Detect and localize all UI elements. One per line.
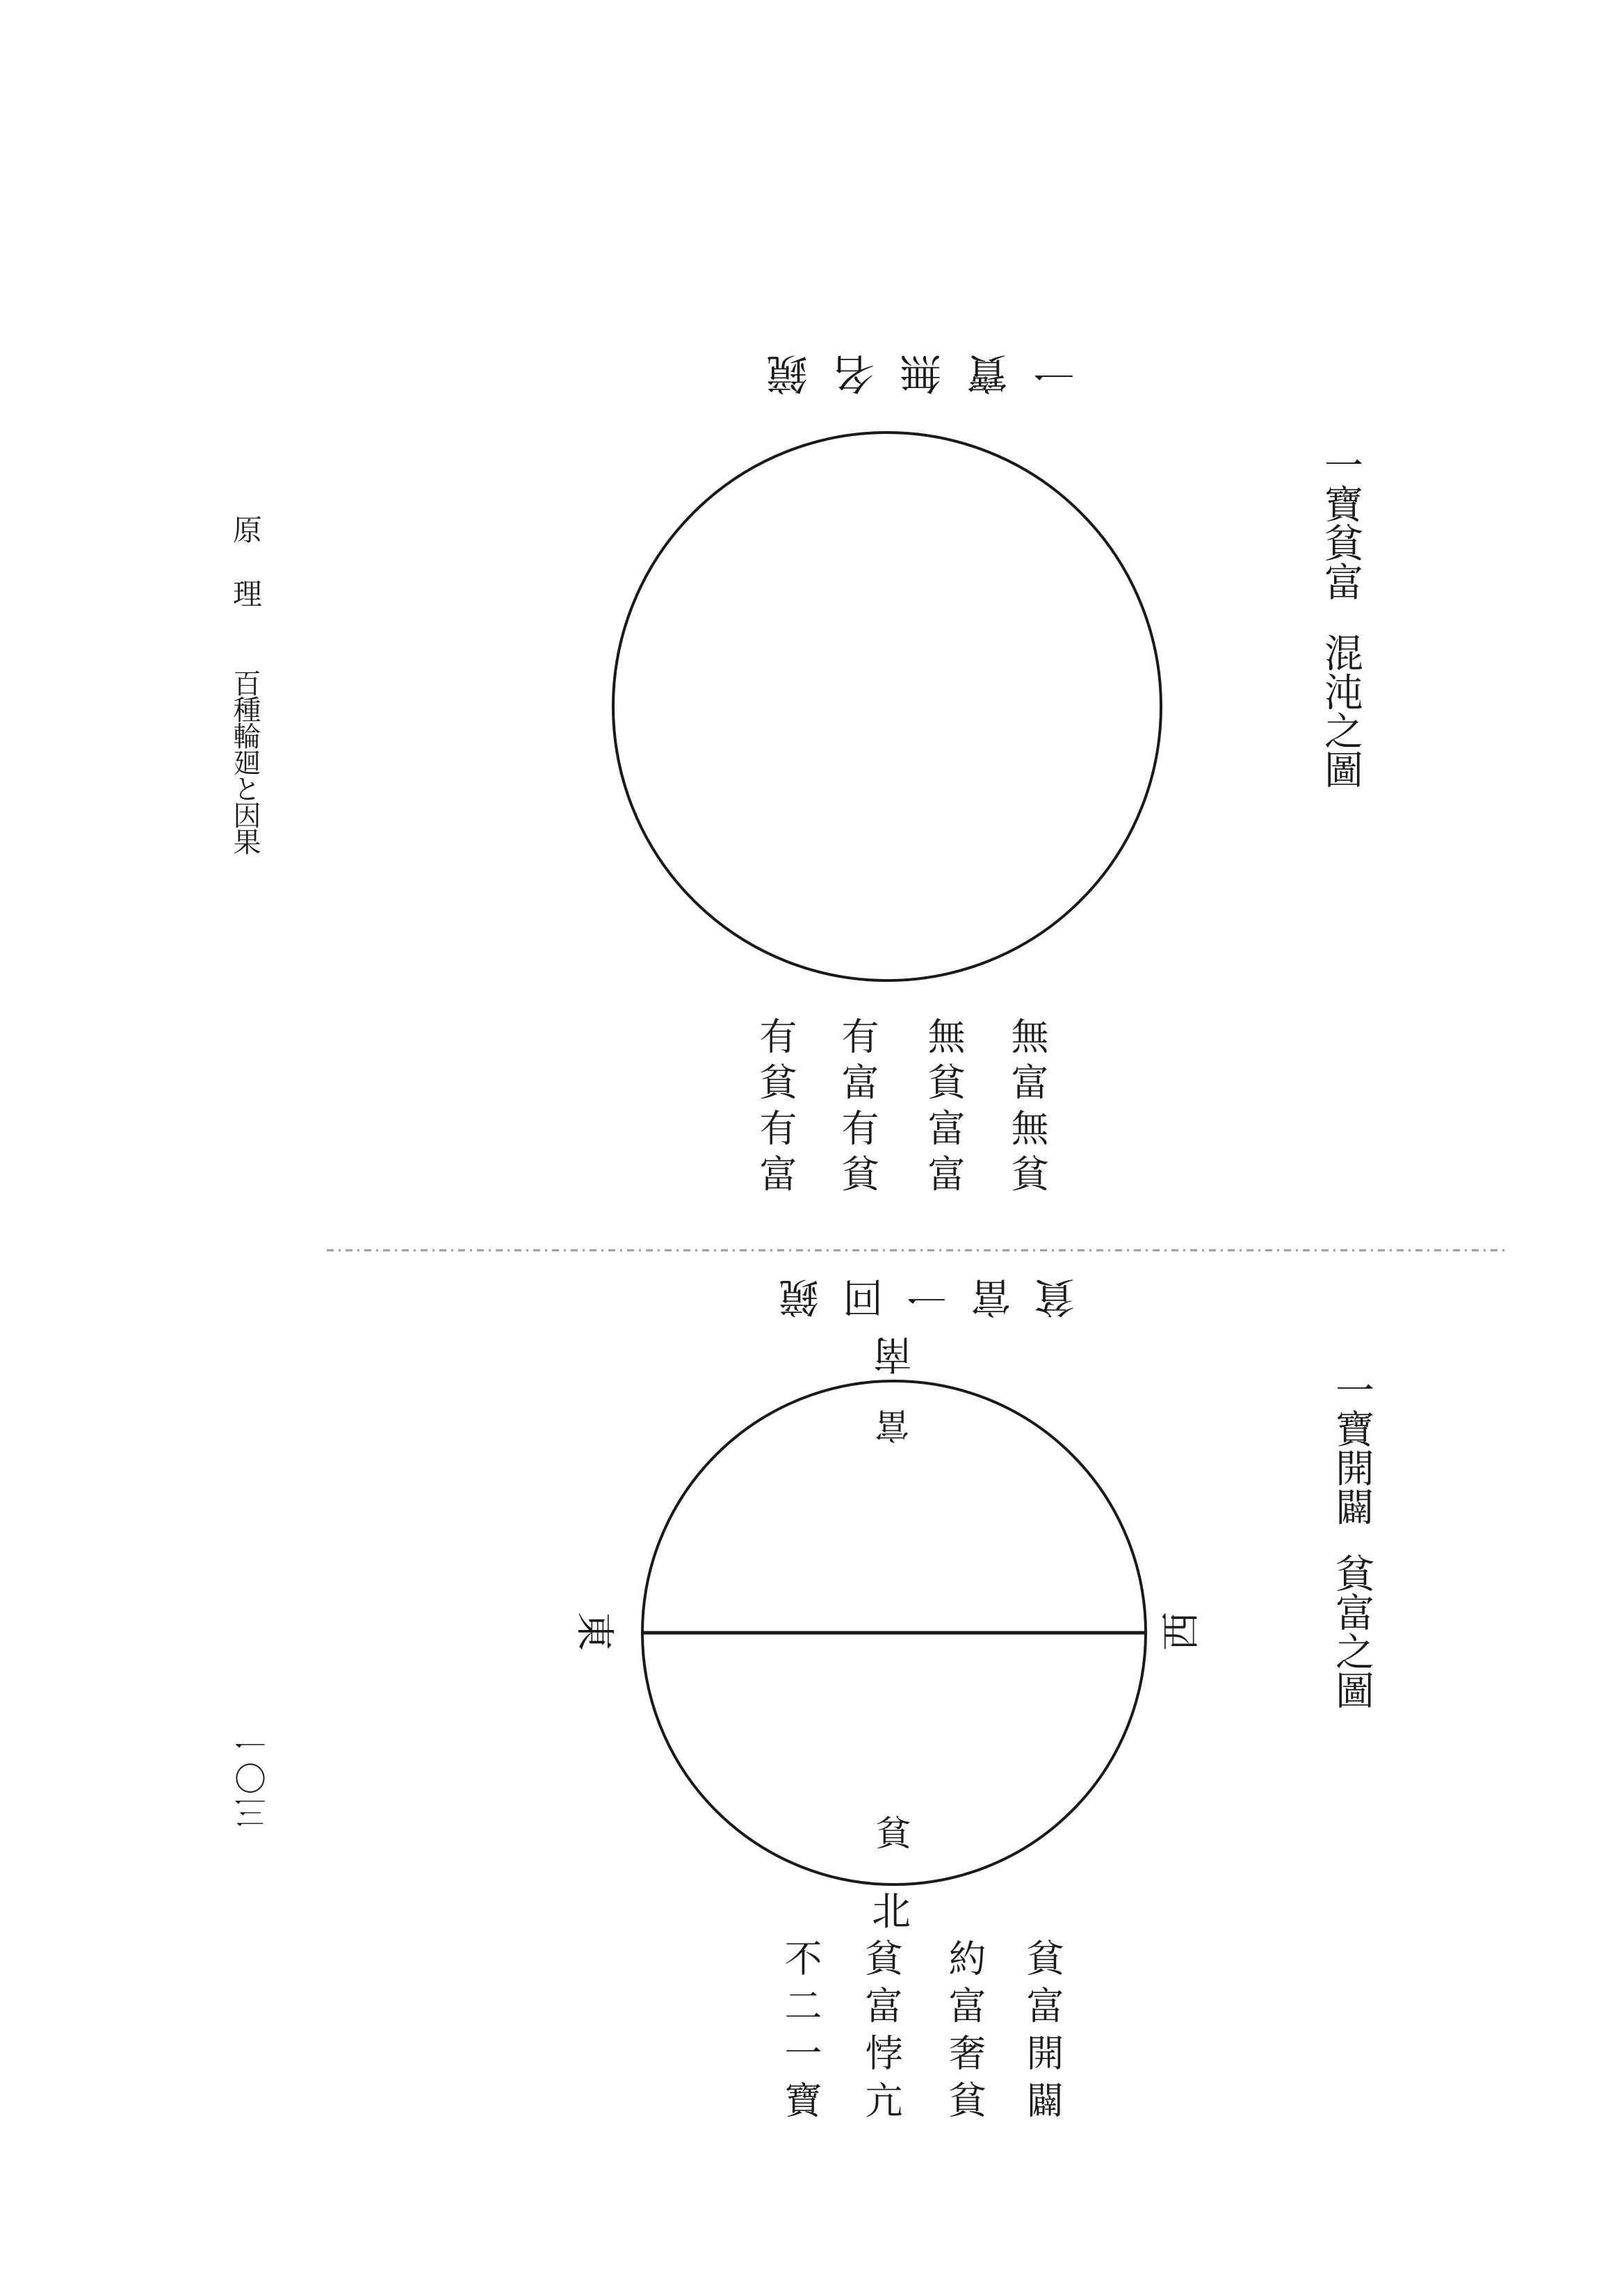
figure-1-title-part-a: 一寶貧富 [1318, 445, 1363, 601]
figure-2-title-part-b: 貧富之圖 [1329, 1553, 1374, 1709]
margin-section-label: 理 [229, 579, 263, 608]
figure-1-side-title [1318, 445, 1363, 789]
chapter-title: 百種輪廻と因果 [229, 669, 261, 854]
figure-2-title-part-a: 一寶開闢 [1329, 1370, 1374, 1526]
figure-2-side-title [1329, 1370, 1374, 1709]
direction-east: 東 [571, 1612, 617, 1651]
figure-1-column: 有富有貧 [836, 1017, 879, 1200]
margin-section-label: 原 [229, 515, 263, 544]
inner-label-top: 富 [875, 1405, 909, 1445]
chaos-circle [613, 433, 1161, 980]
figure-1-mirror-label: 一寶無名鏡 [741, 348, 1075, 397]
figure-1-column: 無富無貧 [1005, 1017, 1049, 1200]
figure-1-title-part-b: 混沌之圖 [1318, 633, 1363, 789]
figure-1-column: 有貧有富 [754, 1017, 797, 1200]
figure-1-text-block [751, 1017, 1057, 1225]
figure-2-text-block [772, 1939, 1078, 2154]
figure-2-mirror-label: 貧富一回鏡 [755, 1273, 1075, 1321]
figure-2-column: 約富奢貧 [943, 1939, 986, 2128]
figure-1-column: 無貧富富 [922, 1017, 966, 1200]
figure-2-column: 不二一寶 [779, 1939, 822, 2128]
direction-north: 北 [872, 1889, 911, 1935]
direction-south: 南 [873, 1331, 912, 1376]
figure-2-column: 貧富悖亢 [859, 1939, 903, 2128]
direction-west: 西 [1159, 1612, 1204, 1651]
figure-2-column: 貧富開闢 [1021, 1939, 1064, 2128]
page-number: 三〇一 [234, 1725, 271, 1829]
inner-label-bottom: 貧 [876, 1814, 911, 1854]
